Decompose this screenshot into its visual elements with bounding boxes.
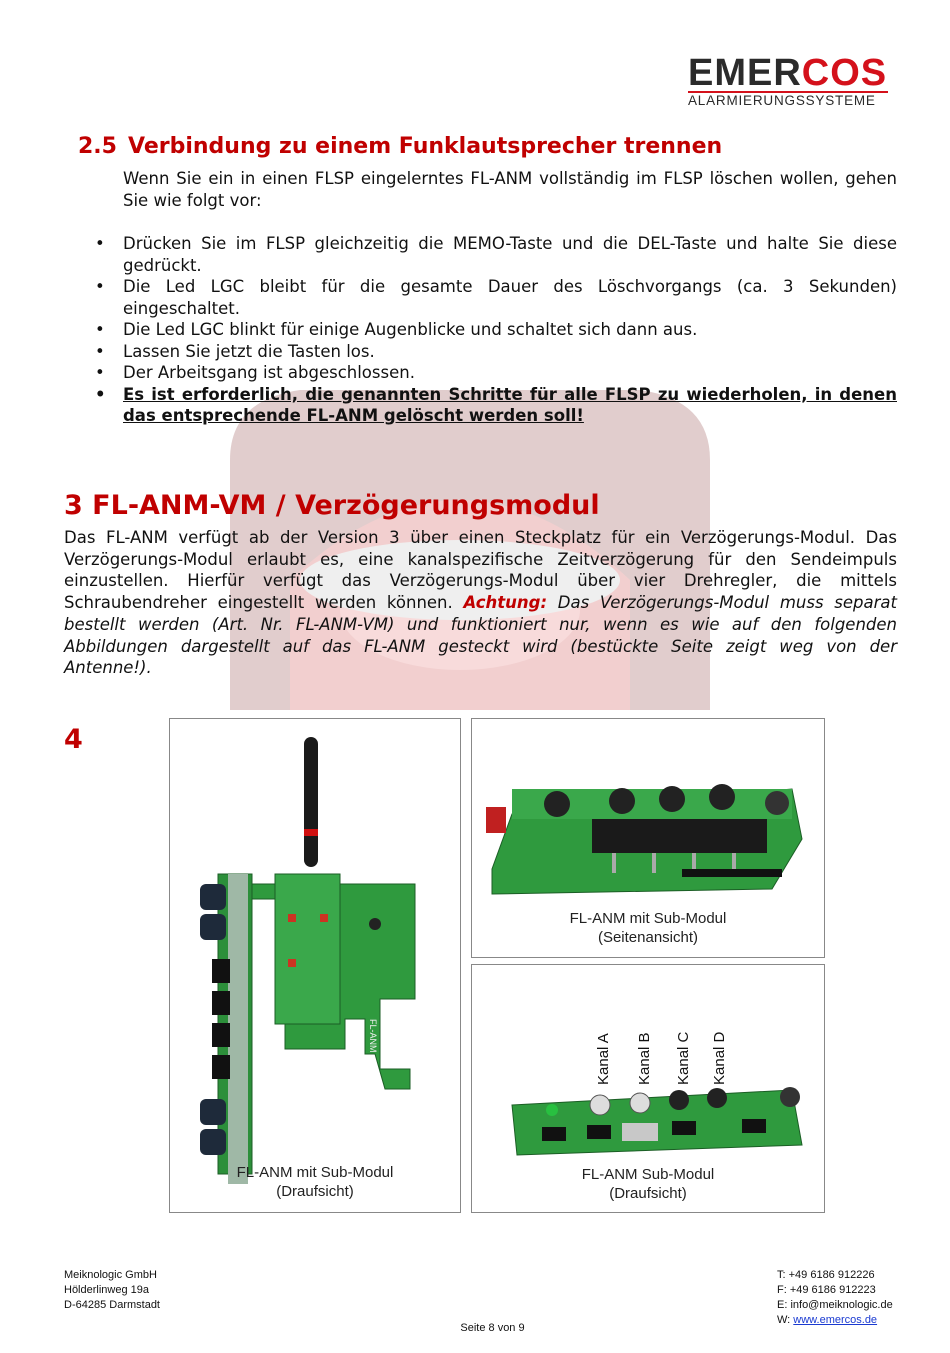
street: Hölderlinweg 19a: [64, 1284, 149, 1296]
figure-caption: FL-ANM mit Sub-Modul (Seitenansicht): [569, 910, 727, 946]
phone: T: +49 6186 912226: [777, 1269, 875, 1281]
company-logo: [688, 52, 888, 108]
submodule-illustration: [472, 965, 824, 1165]
warning-label: Achtung:: [463, 593, 548, 613]
footer-contact: [777, 1268, 893, 1328]
channel-label-c: Kanal C: [675, 1031, 692, 1085]
channel-label-a: Kanal A: [595, 1033, 612, 1085]
steps-list: [95, 233, 897, 427]
website-link[interactable]: www.emercos.de: [793, 1314, 878, 1326]
figure-caption: FL-ANM Sub-Modul (Draufsicht): [581, 1166, 715, 1202]
logo-wordmark: EMERCOS: [688, 52, 888, 94]
pcb-top-view-illustration: [170, 719, 460, 1212]
section-3-heading: 3 FL-ANM-VM / Verzögerungsmodul: [64, 490, 600, 521]
section-3-paragraph: Das FL-ANM verfügt ab der Version 3 über einen Steckplatz für ein Verzögerungs-Modul. Das Verzögerungs-Modul erlaubt es, eine kanalspezifische Zeitverzögerung für den Sendeimpuls einzustellen. Hierfür verfügt das Verzögerungs-Modul über vier Drehregler, die mittels Schraubendreher eingestellt werden können. Achtung: Das Verzögerungs-Modul muss separat bestellt werden (Art. Nr. FL-ANM-VM) und funktioniert nur, wenn es wie auf den folgenden Abbildungen dargestellt auf das FL-ANM gesteckt wird (bestückte Seite zeigt weg von der Antenne!).: [64, 528, 897, 678]
city: D-64285 Darmstadt: [64, 1299, 160, 1311]
section-number: 2.5: [78, 134, 117, 159]
list-item: • Drücken Sie im FLSP gleichzeitig die MEMO-Taste und die DEL-Taste und halte Sie diese gedrückt.: [95, 233, 897, 276]
section-2-5-intro: Wenn Sie ein in einen FLSP eingelerntes FL-ANM vollständig im FLSP löschen wollen, gehen Sie wie folgt vor:: [123, 169, 897, 210]
section-4-heading: 4: [64, 724, 83, 755]
section-2-5-heading: [78, 134, 722, 159]
website: W: www.emercos.de: [777, 1314, 878, 1326]
list-item: • Der Arbeitsgang ist abgeschlossen.: [95, 362, 897, 384]
list-item: • Die Led LGC bleibt für die gesamte Dauer des Löschvorgangs (ca. 3 Sekunden) eingeschaltet.: [95, 276, 897, 319]
channel-label-b: Kanal B: [636, 1032, 653, 1085]
company-name: Meiknologic GmbH: [64, 1269, 157, 1281]
figure-submodule-view: [471, 964, 825, 1213]
fax: F: +49 6186 912223: [777, 1284, 876, 1296]
footer-address: [64, 1268, 160, 1313]
figure-top-view: [169, 718, 461, 1213]
pcb-side-view-illustration: [472, 719, 824, 899]
email: E: info@meiknologic.de: [777, 1299, 893, 1311]
figure-side-view: [471, 718, 825, 958]
list-item: • Die Led LGC blinkt für einige Augenblicke und schaltet sich dann aus.: [95, 319, 897, 341]
logo-tagline: ALARMIERUNGSSYSTEME: [688, 91, 888, 108]
board-label: FL-ANM: [368, 1019, 378, 1053]
page-number: Seite 8 von 9: [460, 1322, 525, 1334]
channel-label-d: Kanal D: [711, 1031, 728, 1085]
section-title: Verbindung zu einem Funklautsprecher trennen: [128, 134, 723, 159]
important-note: • Es ist erforderlich, die genannten Schritte für alle FLSP zu wiederholen, in denen das entsprechende FL-ANM gelöscht werden soll!: [95, 384, 897, 427]
list-item: • Lassen Sie jetzt die Tasten los.: [95, 341, 897, 363]
figure-caption: FL-ANM mit Sub-Modul (Draufsicht): [236, 1164, 394, 1200]
